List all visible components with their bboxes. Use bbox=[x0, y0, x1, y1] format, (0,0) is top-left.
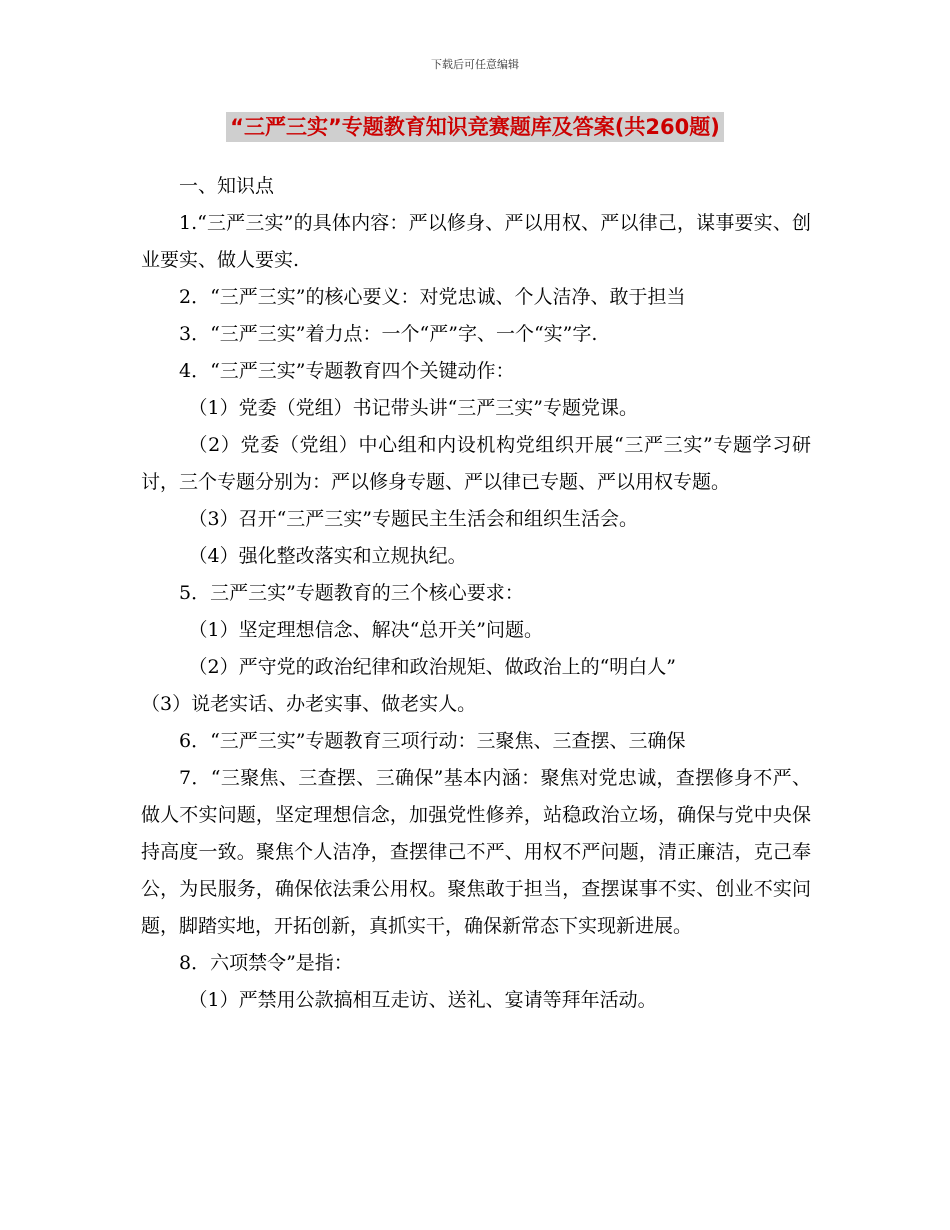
paragraph: 2．“三严三实”的核心要义：对党忠诚、个人洁净、敢于担当 bbox=[179, 286, 686, 308]
paragraph: （1）坚定理想信念、解决“总开关”问题。 bbox=[188, 619, 544, 641]
paragraph: 1.“三严三实”的具体内容：严以修身、严以用权、严以律己，谋事要实、创业要实、做人要实. bbox=[141, 212, 811, 271]
paragraph: 6．“三严三实”专题教育三项行动：三聚焦、三查摆、三确保 bbox=[179, 730, 686, 752]
paragraph: （1）党委（党组）书记带头讲“三严三实”专题党课。 bbox=[188, 397, 639, 419]
paragraph: （3）说老实话、办老实事、做老实人。 bbox=[141, 693, 477, 715]
paragraph: 4．“三严三实”专题教育四个关键动作： bbox=[179, 360, 515, 382]
paragraph: 7．“三聚焦、三查摆、三确保”基本内涵：聚焦对党忠诚，查摆修身不严、做人不实问题，坚定理想信念，加强党性修养，站稳政治立场，确保与党中央保持高度一致。聚焦个人洁净，查摆律己不严、用权不严问题，清正廉洁，克己奉公，为民服务，确保依法秉公用权。聚焦敢于担当，查摆谋事不实、创业不实问题，脚踏实地，开拓创新，真抓实干，确保新常态下实现新进展。 bbox=[141, 767, 811, 937]
document-body bbox=[141, 168, 811, 1019]
paragraph: （1）严禁用公款搞相互走访、送礼、宴请等拜年活动。 bbox=[188, 989, 657, 1011]
paragraph: （3）召开“三严三实”专题民主生活会和组织生活会。 bbox=[188, 508, 639, 530]
paragraph: （2）党委（党组）中心组和内设机构党组织开展“三严三实”专题学习研讨，三个专题分别为：严以修身专题、严以律已专题、严以用权专题。 bbox=[141, 434, 811, 493]
document-title: “三严三实”专题教育知识竞赛题库及答案(共260题) bbox=[226, 112, 724, 142]
paragraph: 3．“三严三实”着力点：一个“严”字、一个“实”字. bbox=[179, 323, 598, 345]
section-heading: 一、知识点 bbox=[179, 175, 275, 197]
paragraph: 5．三严三实”专题教育的三个核心要求： bbox=[179, 582, 524, 604]
paragraph: （4）强化整改落实和立规执纪。 bbox=[188, 545, 467, 567]
paragraph: 8．六项禁令”是指： bbox=[179, 952, 353, 974]
title-wrap bbox=[0, 112, 950, 142]
paragraph: （2）严守党的政治纪律和政治规矩、做政治上的“明白人” bbox=[188, 656, 677, 678]
header-note: 下载后可任意编辑 bbox=[431, 58, 519, 71]
